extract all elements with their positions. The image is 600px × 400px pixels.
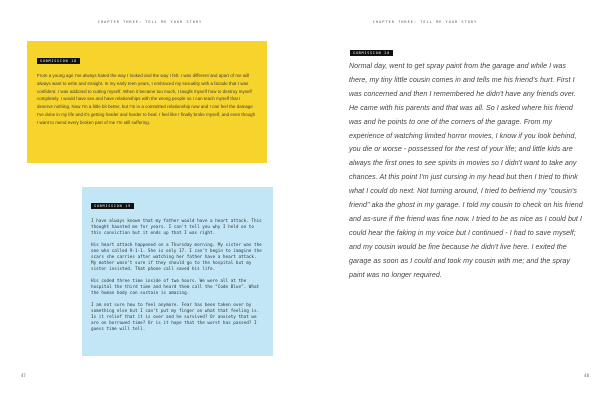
running-head: CHAPTER THREE: TELL ME YOUR STORY [97,20,203,24]
paragraph: His heart attack happened on a Thursday morning. My sister was the one who called 9-1-1. She is only 17. I can't begin to imagine the scars she carries after watching her father have a heart attack. My mother wasn't sure if they should go to the hospital but my sister insisted. That phone call saved his life. [91,243,262,272]
submission-card-yellow [27,41,267,163]
submission-tag: SUBMISSION 18 [37,58,80,64]
submission-text: Normal day, went to get spray paint from the garage and while I was there, my tiny little cousin comes in and tells me his friend's hurt. First I was concerned and then I remembered he didn't have any friends over. He came with his parents and that was all. So I asked where his friend was and he points to one of the corners of the garage. From my experience of watching limited horror movies, I know if you look behind, you die or worse - possessed for the rest of your life; and little kids are always the first ones to see spirits in movies so I didn't want to take any chances. At this point I'm just cursing in my head but then I tried to think what I could do next. Not turning around, I tried to befriend my "cousin's friend" aka the ghost in my garage. I told my cousin to check on his friend and as-sure if the friend was fine now. I tried to be as nice as I could but I could hear the faking in my voice but I continued - I had to save myself; and my cousin would be fine because he didn't live here. I exited the garage as soon as I could and took my cousin with me; and the spray paint was no longer required. [349,62,583,279]
submission-text: From a young age I've always hated the way I looked and the way I felt. I was different and apart of me will always want to write and straight. In my early teen years, I embraced my sexuality with a facade that I was confident. I was addicted to cutting myself. When it became too much, I taught myself how to destroy myself completely. I would have sex and have relationships with the wrong people so I can teach myself that I deserve nothing. Now I'm a little bit better, but I'm in a committed relationship now and I can feel the damage I've done in my life and it's getting harder and harder to heal. I feel like I finally broke myself, and even though I want to mend every broken part of me I'm still suffering. [37,73,256,125]
page-number: 47 [21,373,26,378]
paragraph: His coded three time inside of two hours. We were all at the hospital the third time and heard them call the "Code Blue". What the human body can sustain is amazing. [91,279,260,296]
submission-tag-wrapper [350,41,393,59]
submission-text [91,219,264,333]
submission-tag: SUBMISSION 20 [350,50,393,56]
submission-tag: SUBMISSION 19 [91,203,134,209]
paragraph: I am not sure how to feel anymore. Fear has been taken over by something else but I can't put my finger on what that feeling is. Is it relief that it is over and he survived? Or anxiety that we are on borrowed time? Or is it hope that the worst has passed? I guess time will tell. [91,303,260,332]
submission-card-blue [82,187,273,356]
paragraph: I have always known that my father would have a heart attack. This thought haunted me for years. I can't tell you why I held on to this conviction but it ends up that I was right. [91,219,262,236]
right-page [300,0,600,400]
page-number: 48 [584,373,589,378]
running-head: CHAPTER THREE: TELL ME YOUR STORY [372,20,478,24]
